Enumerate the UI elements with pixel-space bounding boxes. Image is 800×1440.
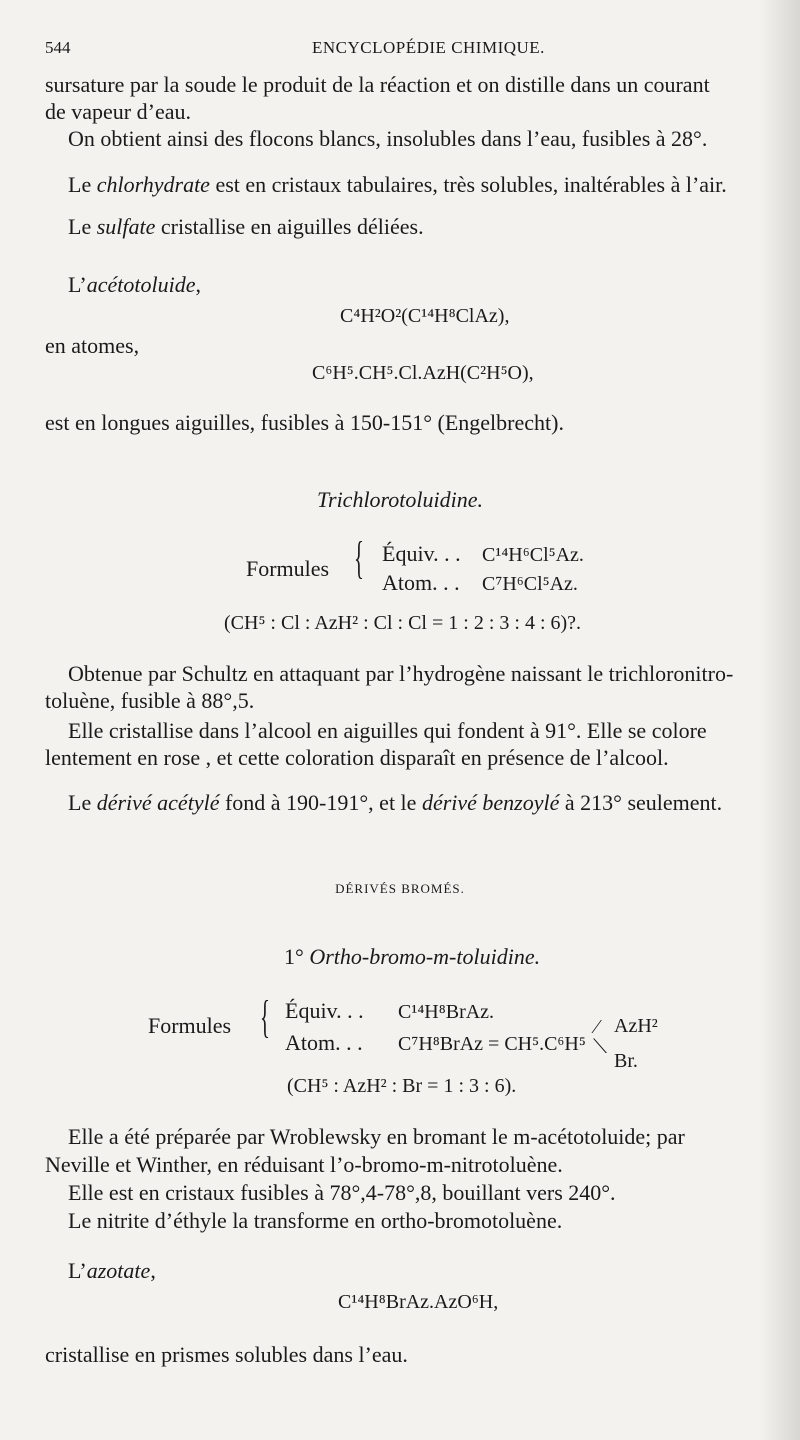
brace: { <box>354 532 364 583</box>
branch-amine: AzH² <box>614 1015 658 1037</box>
formulas-label: Formules <box>148 1013 232 1038</box>
text-line: lentement en rose , et cette coloration disparaît en présence de l’alcool. <box>45 745 669 770</box>
formulas-label: Formules <box>246 556 330 581</box>
term-derive-benzoyle: dérivé benzoylé <box>421 790 560 815</box>
text-line: Le nitrite d’éthyle la transforme en ortho-bromotoluène. <box>68 1208 563 1233</box>
equiv-label: Équiv. . . <box>285 998 364 1023</box>
text-line: Elle est en cristaux fusibles à 78°,4-78°,8, bouillant vers 240°. <box>68 1180 616 1205</box>
text-line: Elle cristallise dans l’alcool en aiguilles qui fondent à 91°. Elle se colore <box>68 718 707 743</box>
azotate-intro: L’azotate, <box>68 1258 156 1283</box>
equiv-formula: C¹⁴H⁸BrAz. <box>398 1001 495 1023</box>
formula-atoms: C⁶H⁵.CH⁵.Cl.AzH(C²H⁵O), <box>312 362 534 384</box>
subsection-title <box>284 944 540 970</box>
equiv-formula: C¹⁴H⁶Cl⁵Az. <box>482 544 584 566</box>
equiv-label: Équiv. . . <box>382 541 461 566</box>
bond-down: ⟍ <box>593 1036 607 1058</box>
subsection-number: 1° <box>284 944 304 969</box>
brace: { <box>260 991 270 1042</box>
atom-label: Atom. . . <box>382 570 460 595</box>
text-line: cristallise en prismes solubles dans l’eau. <box>45 1342 408 1367</box>
term-sulfate: sulfate <box>96 214 156 239</box>
term-azotate: azotate <box>86 1258 151 1283</box>
text-line: toluène, fusible à 88°,5. <box>45 688 255 713</box>
paragraph-sulfate: Le sulfate cristallise en aiguilles déliées. <box>68 214 424 239</box>
page-number: 544 <box>45 38 71 57</box>
atom-label: Atom. . . <box>285 1030 363 1055</box>
page-edge-shadow <box>760 0 800 1440</box>
acetotoluide-intro: L’acétotoluide, <box>68 272 201 297</box>
subsection-name: Ortho-bromo-m-toluidine. <box>309 944 541 969</box>
running-title: ENCYCLOPÉDIE CHIMIQUE. <box>312 38 545 57</box>
branch-bromine: Br. <box>614 1050 638 1072</box>
text-line: Neville et Winther, en réduisant l’o-bromo-m-nitrotoluène. <box>45 1152 563 1177</box>
section-heading-derives-bromes: DÉRIVÉS BROMÉS. <box>335 881 465 896</box>
formula-equiv: C⁴H²O²(C¹⁴H⁸ClAz), <box>340 305 510 327</box>
azotate-formula: C¹⁴H⁸BrAz.AzO⁶H, <box>338 1291 499 1313</box>
text-line: est en longues aiguilles, fusibles à 150-151° (Engelbrecht). <box>45 410 564 435</box>
paragraph-derives: Le dérivé acétylé fond à 190-191°, et le dérivé benzoylé à 213° seulement. <box>68 790 723 815</box>
term-chlorhydrate: chlorhydrate <box>96 172 210 197</box>
atoms-label: en atomes, <box>45 333 140 358</box>
text-line: de vapeur d’eau. <box>45 99 191 124</box>
term-acetotoluide: acétotoluide <box>86 272 196 297</box>
section-title-trichlorotoluidine: Trichlorotoluidine. <box>316 487 484 512</box>
text-line: sursature par la soude le produit de la réaction et on distille dans un courant <box>45 72 710 97</box>
atom-formula: C⁷H⁸BrAz = CH⁵.C⁶H⁵ <box>398 1033 586 1055</box>
text-line: Elle a été préparée par Wroblewsky en bromant le m-acétotoluide; par <box>68 1124 685 1149</box>
substitution-positions: (CH⁵ : AzH² : Br = 1 : 3 : 6). <box>287 1075 517 1097</box>
substitution-positions: (CH⁵ : Cl : AzH² : Cl : Cl = 1 : 2 : 3 : 4 : 6)?. <box>224 612 582 634</box>
term-derive-acetyle: dérivé acétylé <box>96 790 220 815</box>
bond-up: ⁄ <box>595 1016 599 1038</box>
text-line: On obtient ainsi des flocons blancs, insolubles dans l’eau, fusibles à 28°. <box>68 126 708 151</box>
atom-formula: C⁷H⁶Cl⁵Az. <box>482 573 578 595</box>
paragraph-chlorhydrate: Le chlorhydrate est en cristaux tabulaires, très solubles, inaltérables à l’air. <box>68 172 727 197</box>
text-line: Obtenue par Schultz en attaquant par l’hydrogène naissant le trichloronitro- <box>68 661 734 686</box>
